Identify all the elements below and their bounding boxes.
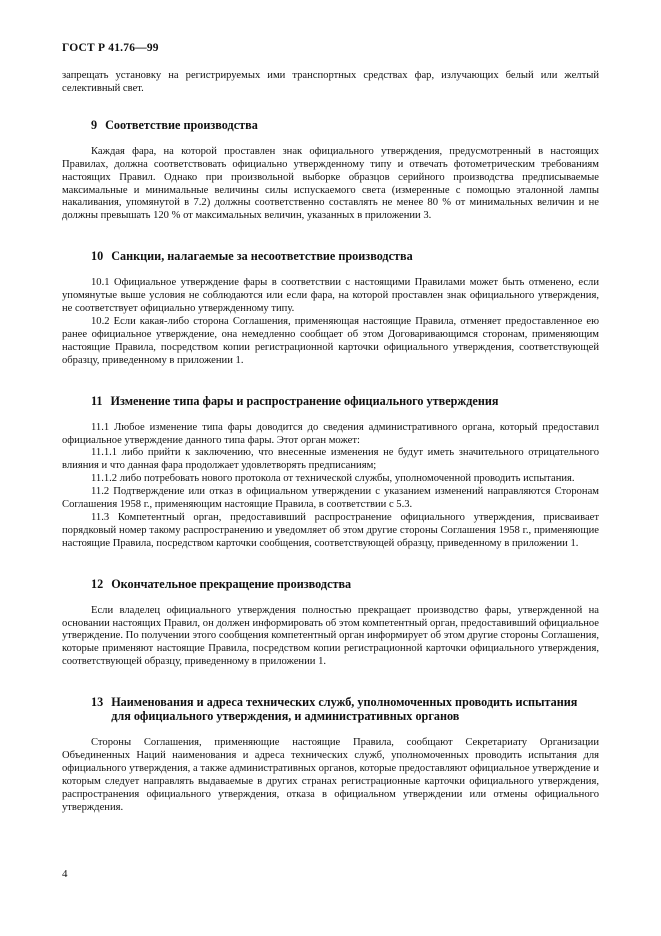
section-heading-9 (91, 118, 599, 132)
section-number: 9 (91, 117, 98, 132)
paragraph: Если владелец официального утверждения полностью прекращает производство фары, утвержденной на основании настоящих Правил, он должен информировать об этом компетентный орган, предоставивший официальное утверждение. По получении этого сообщения компетентный орган информирует об этом другие стороны Соглашения, которые применяют настоящие Правила, посредством копии регистрационной карточки официального утверждения, соответствующей образцу, приведенному в приложении 1. (62, 604, 599, 668)
section-title: Изменение типа фары и распространение официального утверждения (110, 393, 499, 408)
section-heading-10 (91, 249, 599, 263)
standard-header: ГОСТ Р 41.76—99 (62, 42, 159, 54)
section-title: Окончательное прекращение производства (111, 576, 352, 591)
document-body (62, 70, 599, 815)
section-heading-13 (91, 695, 599, 723)
paragraph: 11.1.1 либо прийти к заключению, что внесенные изменения не будут иметь значительного отрицательного влияния и что данная фара продолжает удовлетворять предписаниям; (62, 447, 599, 472)
section-title: Соответствие производства (105, 117, 258, 132)
paragraph: 11.2 Подтверждение или отказ в официальном утверждении с указанием изменений направляются Сторонам Соглашения 1958 г., применяющим настоящие Правила, в соответствии с 5.3. (62, 486, 599, 511)
section-number: 12 (91, 576, 104, 591)
section-number: 10 (91, 249, 104, 264)
intro-paragraph: запрещать установку на регистрируемых ими транспортных средствах фар, излучающих белый или желтый селективный свет. (62, 70, 599, 94)
paragraph: 10.2 Если какая-либо сторона Соглашения, применяющая настоящие Правила, отменяет предоставленное ею ранее официальное утверждение, она немедленно сообщает об этом Договаривающимся сторонам, применяющим настоящие Правила, посредством копии регистрационной карточки официального утверждения, соответствующей образцу, приведенному в приложении 1. (62, 315, 599, 366)
page-number: 4 (62, 868, 68, 880)
paragraph: 10.1 Официальное утверждение фары в соответствии с настоящими Правилами может быть отменено, если упомянутые выше условия не соблюдаются или если фара, на которой проставлен знак официального утверждения, не соответствует официально утвержденному типу. (62, 277, 599, 315)
section-heading-12 (91, 577, 599, 591)
section-title: Санкции, налагаемые за несоответствие производства (111, 249, 413, 264)
paragraph: 11.3 Компетентный орган, предоставивший распространение официального утверждения, присваивает порядковый номер такому распространению и уведомляет об этом другие стороны Соглашения 1958 г., применяющие настоящие Правила, посредством карточки сообщения, соответствующей образцу, приведенному в приложении 1. (62, 511, 599, 549)
section-heading-11 (91, 394, 599, 408)
paragraph: 11.1 Любое изменение типа фары доводится до сведения административного органа, который предоставил официальное утверждение данного типа фары. Этот орган может: (62, 421, 599, 446)
paragraph: Стороны Соглашения, применяющие настоящие Правила, сообщают Секретариату Организации Объединенных Наций наименования и адреса технических служб, уполномоченных проводить испытания для официального утверждения, а также административных органов, которые предоставляют официальное утверждение и которым следует направлять выдаваемые в других странах регистрационные карточки официального утверждения, распространения официального утверждения, отказа в официальном утверждении или отмены официального утверждения. (62, 737, 599, 813)
paragraph: Каждая фара, на которой проставлен знак официального утверждения, предусмотренный в настоящих Правилах, должна соответствовать официально утвержденному типу и отвечать фотометрическим требованиям настоящих Правил. Однако при произвольной выборке образцов серийного производства предписываемые максимальные и минимальные величины силы испускаемого света (измеренные с помощью эталонной лампы накаливания, упомянутой в 7.2) должны соответственно составлять не менее 80 % от минимальных величин и не должны превышать 120 % от максимальных величин, указанных в приложении 3. (62, 145, 599, 222)
section-number: 11 (91, 393, 103, 408)
paragraph: 11.1.2 либо потребовать нового протокола от технической службы, уполномоченной проводить испытания. (91, 473, 575, 485)
section-number: 13 (91, 695, 104, 710)
section-title: Наименования и адреса технических служб, уполномоченных проводить испытания для официального утверждения, и административных органов (111, 695, 578, 724)
